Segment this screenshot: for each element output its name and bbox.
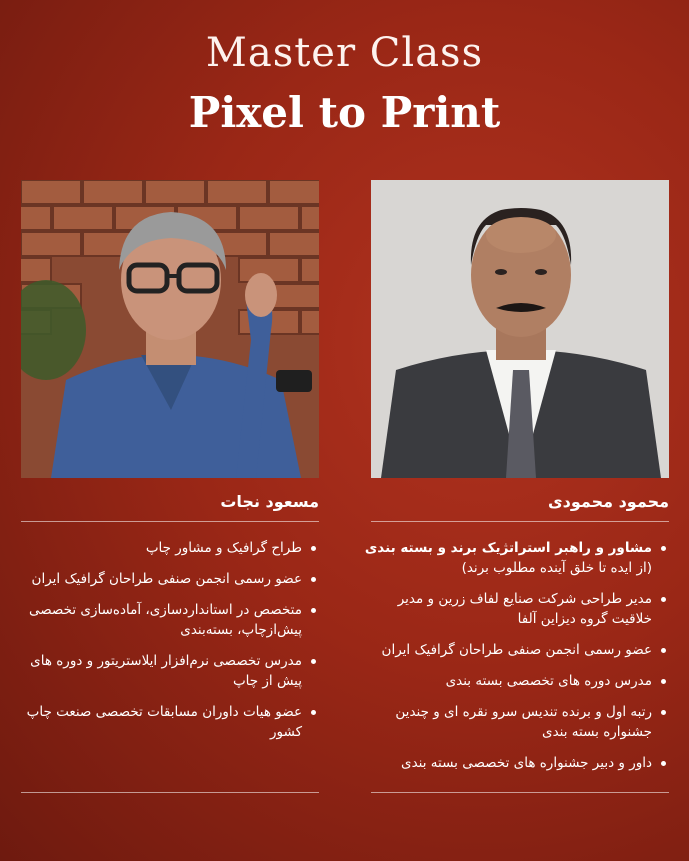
title-master-class: Master Class [205, 30, 484, 76]
divider-left-bottom [21, 792, 319, 793]
list-item: مدرس تخصصی نرم‌افزار ایلاستریتور و دوره های پیش از چاپ [10, 651, 302, 691]
bio-list-right [360, 538, 670, 784]
divider-right-bottom [371, 792, 669, 793]
list-item: مدرس دوره های تخصصی بسته بندی [360, 671, 652, 691]
list-item: رتبه اول و برنده تندیس سرو نقره ای و چندین جشنواره بسته بندی [360, 702, 652, 742]
bio-list-left [10, 538, 320, 753]
divider-left-top [21, 521, 319, 522]
list-item: داور و دبیر جشنواره های تخصصی بسته بندی [360, 753, 652, 773]
list-item: عضو رسمی انجمن صنفی طراحان گرافیک ایران [10, 569, 302, 589]
name-mahmoud-mahmoudi: محمود محمودی [547, 492, 669, 511]
list-item-headline: مشاور و راهبر استراتژیک برند و بسته بندی [364, 540, 652, 556]
title-pixel-to-print: Pixel to Print [188, 88, 501, 137]
list-item: طراح گرافیک و مشاور چاپ [10, 538, 302, 558]
name-masoud-nejat: مسعود نجات [220, 492, 319, 511]
list-item: متخصص در استانداردسازی، آماده‌سازی تخصصی پیش‌از‌چاپ، بسته‌بندی [10, 600, 302, 640]
photo-mahmoud-mahmoudi [371, 180, 669, 478]
list-item: مدیر طراحی شرکت صنایع لفاف زرین و مدیر خلاقیت گروه دیزاین آلفا [360, 589, 652, 629]
divider-right-top [371, 521, 669, 522]
photo-masoud-nejat [21, 180, 319, 478]
list-item [360, 538, 652, 578]
list-item: عضو هیات داوران مسابقات تخصصی صنعت چاپ کشور [10, 702, 302, 742]
list-item: عضو رسمی انجمن صنفی طراحان گرافیک ایران [360, 640, 652, 660]
list-item-subline: (از ایده تا خلق آینده مطلوب برند) [461, 560, 652, 576]
